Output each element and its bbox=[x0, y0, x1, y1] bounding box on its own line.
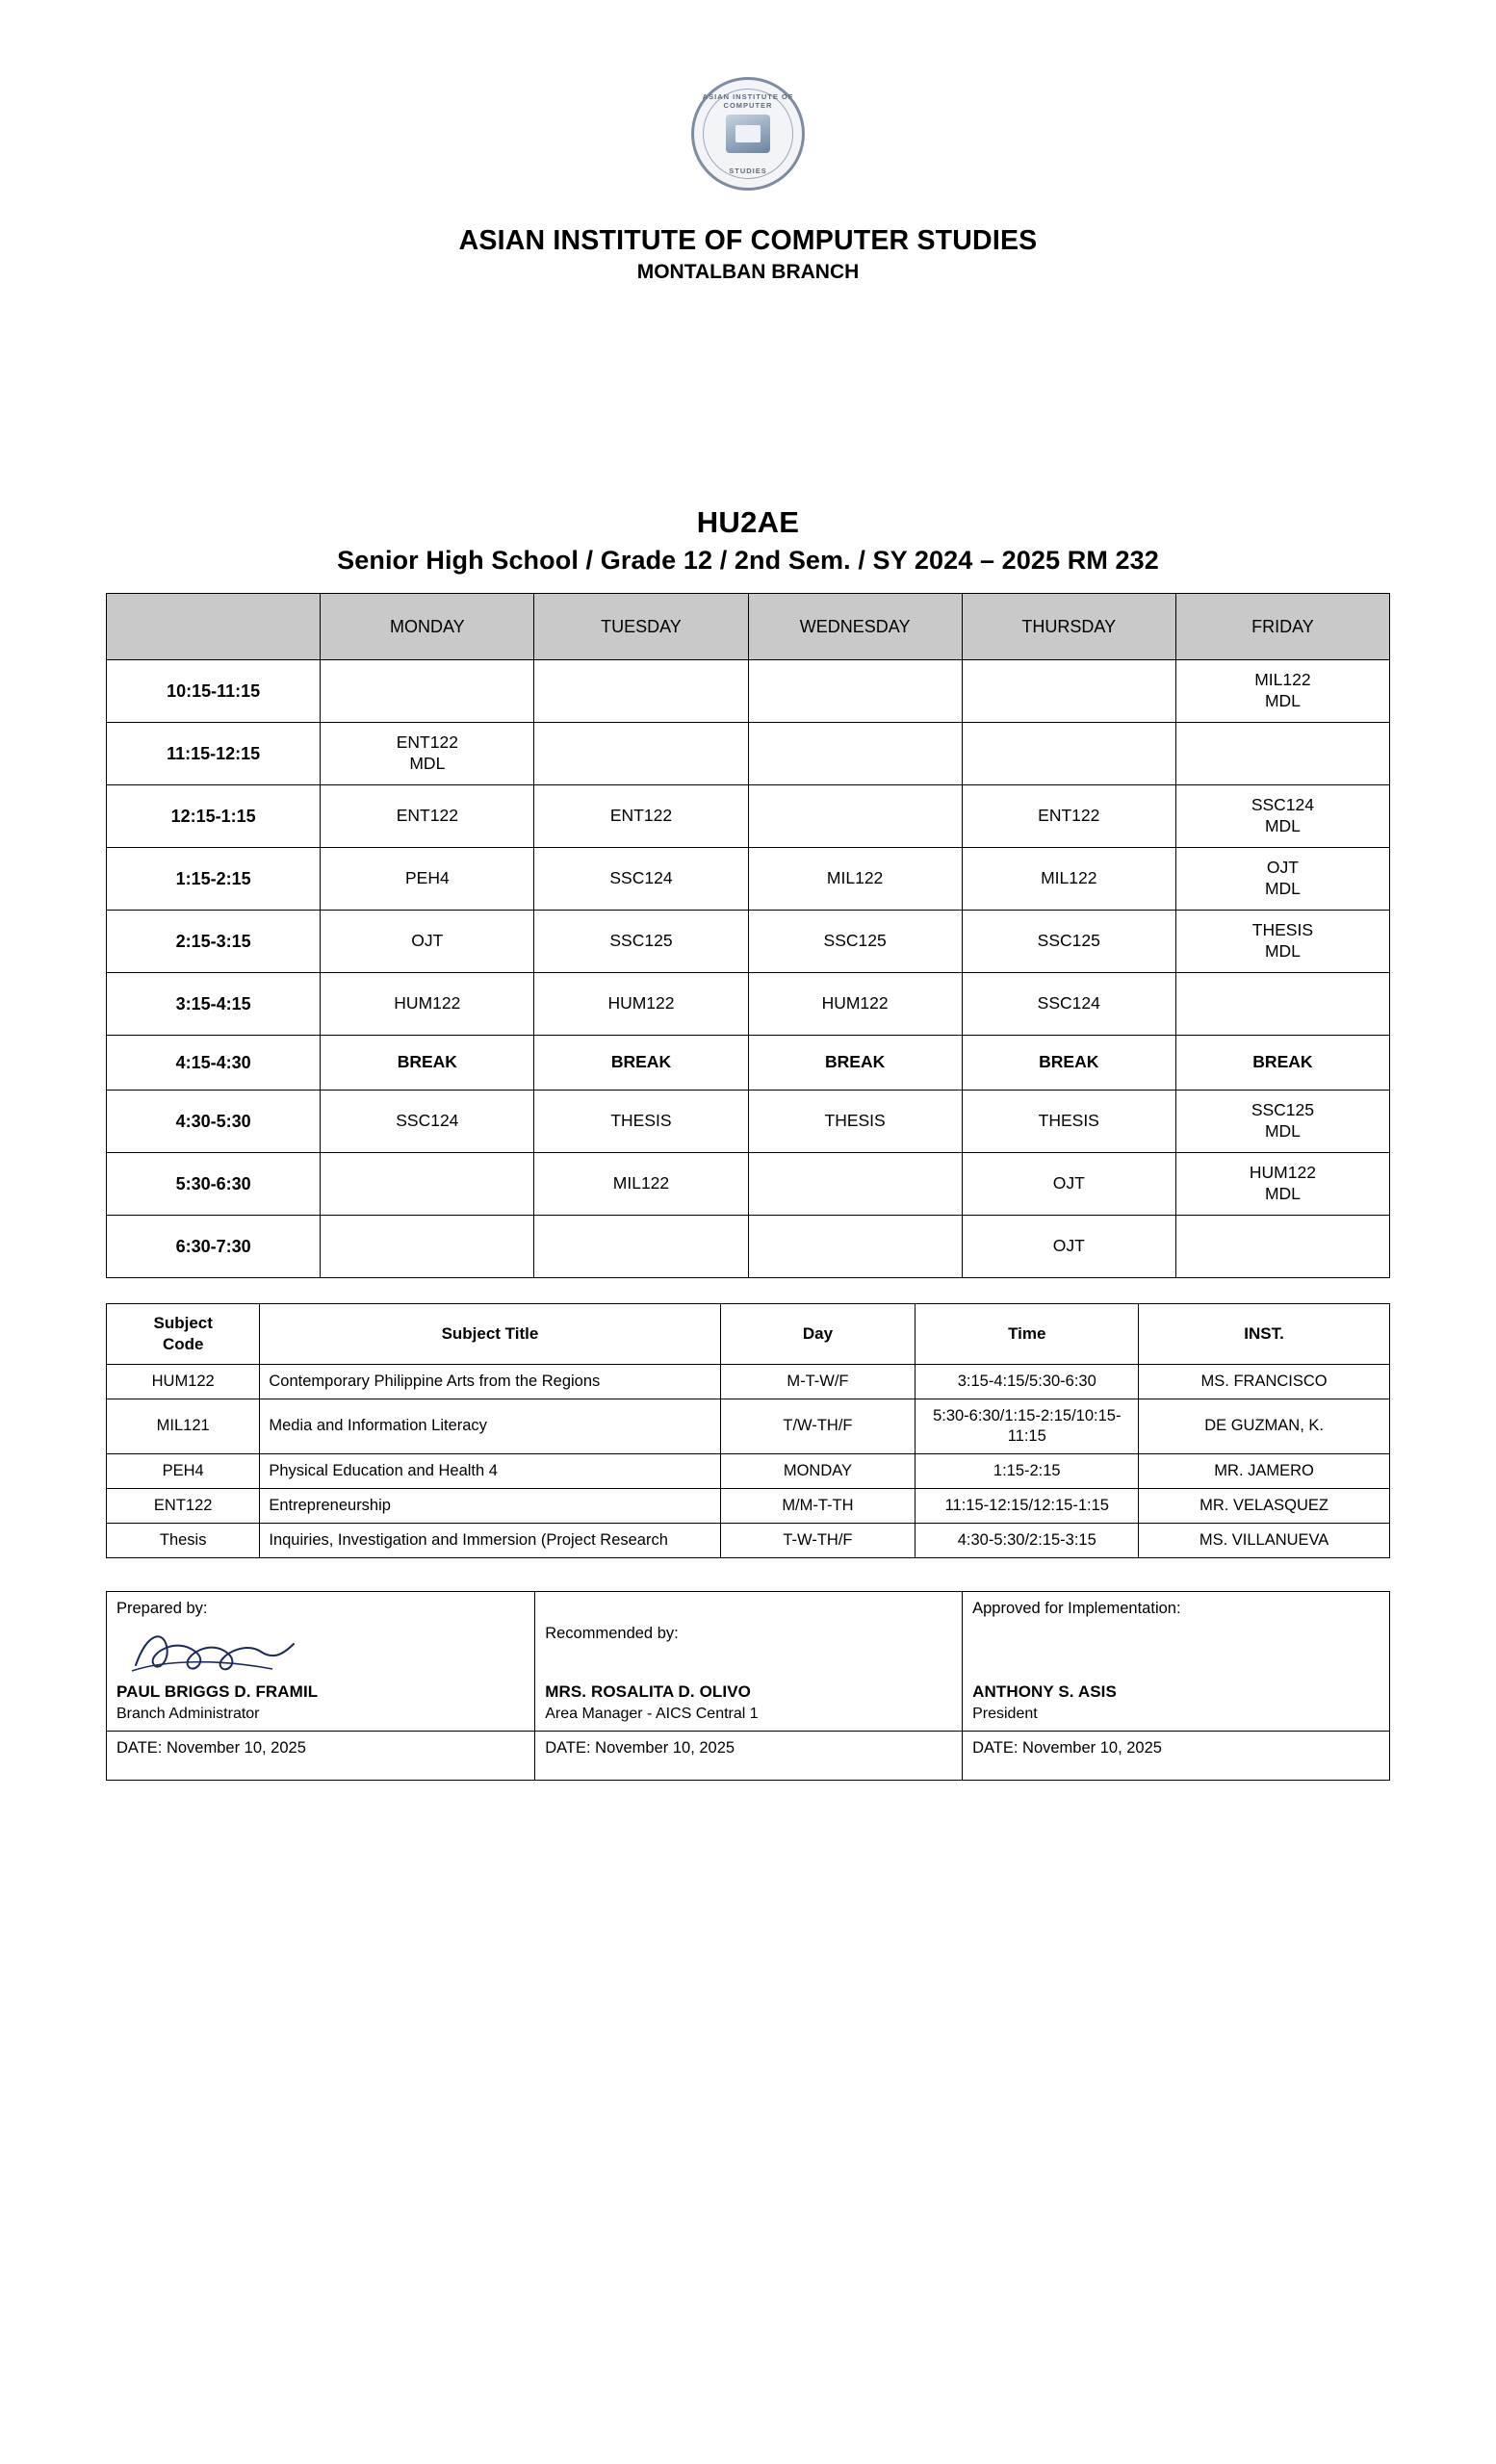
schedule-break-cell bbox=[321, 1036, 534, 1091]
schedule-cell-line: PEH4 bbox=[404, 868, 450, 888]
subject-column-header: INST. bbox=[1139, 1304, 1390, 1365]
schedule-row bbox=[107, 723, 1390, 785]
schedule-day-header: WEDNESDAY bbox=[748, 594, 962, 660]
schedule-cell bbox=[1175, 660, 1389, 723]
signatory-label: Recommended by: bbox=[545, 1625, 679, 1643]
schedule-cell-line: SSC125 bbox=[1037, 931, 1100, 951]
schedule-cell-line: MDL bbox=[1264, 1184, 1301, 1203]
schedule-row bbox=[107, 785, 1390, 848]
subject-code-cell: HUM122 bbox=[107, 1364, 260, 1399]
schedule-row bbox=[107, 1036, 1390, 1091]
schedule-cell-line: ENT122 bbox=[396, 806, 458, 826]
schedule-cell bbox=[748, 848, 962, 911]
school-name: ASIAN INSTITUTE OF COMPUTER STUDIES bbox=[458, 225, 1038, 256]
schedule-table bbox=[106, 593, 1390, 1278]
schedule-cell bbox=[1175, 973, 1389, 1036]
schedule-cell-line: BREAK bbox=[397, 1052, 457, 1072]
subject-column-header: Time bbox=[916, 1304, 1139, 1365]
signatory-label: Prepared by: bbox=[116, 1600, 208, 1618]
subject-day-cell: MONDAY bbox=[720, 1453, 916, 1488]
schedule-time-label: 4:15-4:30 bbox=[107, 1036, 321, 1091]
schedule-break-cell bbox=[534, 1036, 748, 1091]
signatory-cell bbox=[535, 1592, 963, 1732]
schedule-cell bbox=[962, 911, 1175, 973]
schedule-cell bbox=[534, 973, 748, 1036]
schedule-cell bbox=[962, 848, 1175, 911]
subject-code-cell: Thesis bbox=[107, 1524, 260, 1558]
schedule-cell bbox=[534, 1153, 748, 1216]
subject-inst-cell: MS. FRANCISCO bbox=[1139, 1364, 1390, 1399]
signatory-table bbox=[106, 1591, 1390, 1781]
schedule-cell bbox=[1175, 911, 1389, 973]
schedule-cell bbox=[748, 1216, 962, 1278]
schedule-cell bbox=[748, 1091, 962, 1153]
subject-code-cell: PEH4 bbox=[107, 1453, 260, 1488]
schedule-header-row bbox=[107, 594, 1390, 660]
signatory-role: President bbox=[972, 1706, 1038, 1723]
schedule-cell-line: MIL122 bbox=[1041, 868, 1097, 888]
schedule-cell bbox=[534, 848, 748, 911]
subject-table-body bbox=[107, 1364, 1390, 1558]
schedule-cell-line: ENT122 bbox=[609, 806, 673, 826]
signatory-date: DATE: November 10, 2025 bbox=[535, 1732, 963, 1781]
schedule-row bbox=[107, 848, 1390, 911]
subject-table-head bbox=[107, 1304, 1390, 1365]
schedule-cell bbox=[534, 911, 748, 973]
schedule-cell-line: MIL122 bbox=[612, 1173, 670, 1194]
schedule-cell-line: MDL bbox=[1264, 1121, 1301, 1141]
schedule-cell bbox=[1175, 1216, 1389, 1278]
subject-header-line: Code bbox=[162, 1334, 204, 1353]
schedule-cell bbox=[1175, 848, 1389, 911]
subject-day-cell: M/M-T-TH bbox=[720, 1488, 916, 1523]
schedule-cell bbox=[1175, 1091, 1389, 1153]
signatory-row bbox=[107, 1592, 1390, 1732]
schedule-cell bbox=[321, 785, 534, 848]
header-spacer bbox=[106, 284, 1390, 505]
subject-title-cell: Entrepreneurship bbox=[260, 1488, 720, 1523]
schedule-cell-line: MDL bbox=[1264, 691, 1301, 710]
subject-inst-cell: MR. JAMERO bbox=[1139, 1453, 1390, 1488]
schedule-table-body bbox=[107, 660, 1390, 1278]
schedule-cell-line: SSC125 bbox=[609, 931, 673, 951]
schedule-cell bbox=[748, 1153, 962, 1216]
subject-column-header bbox=[107, 1304, 260, 1365]
schedule-cell-line: HUM122 bbox=[607, 993, 675, 1014]
seal-text-bottom: STUDIES bbox=[729, 167, 767, 175]
schedule-cell bbox=[962, 660, 1175, 723]
signatory-cell bbox=[963, 1592, 1390, 1732]
subject-day-cell: T-W-TH/F bbox=[720, 1524, 916, 1558]
subject-list-table bbox=[106, 1303, 1390, 1558]
schedule-cell-line: MIL122 bbox=[1254, 670, 1311, 690]
signatory-table-body bbox=[107, 1592, 1390, 1781]
schedule-cell bbox=[748, 660, 962, 723]
schedule-cell-line: THESIS bbox=[610, 1111, 672, 1131]
schedule-row bbox=[107, 973, 1390, 1036]
branch-name: MONTALBAN BRANCH bbox=[636, 261, 860, 283]
schedule-row bbox=[107, 1216, 1390, 1278]
subject-header-line: Subject bbox=[153, 1314, 213, 1332]
subject-day-cell: M-T-W/F bbox=[720, 1364, 916, 1399]
schedule-cell bbox=[321, 1216, 534, 1278]
schedule-row bbox=[107, 660, 1390, 723]
subject-column-header: Subject Title bbox=[260, 1304, 720, 1365]
schedule-cell bbox=[321, 660, 534, 723]
schedule-cell bbox=[321, 1091, 534, 1153]
schedule-cell-line: HUM122 bbox=[821, 993, 889, 1014]
subject-day-cell: T/W-TH/F bbox=[720, 1399, 916, 1453]
subject-title-cell: Media and Information Literacy bbox=[260, 1399, 720, 1453]
subject-time-cell: 11:15-12:15/12:15-1:15 bbox=[916, 1488, 1139, 1523]
signatory-cell bbox=[107, 1592, 535, 1732]
schedule-time-label: 3:15-4:15 bbox=[107, 973, 321, 1036]
schedule-cell-line: HUM122 bbox=[394, 993, 461, 1014]
signatory-role: Branch Administrator bbox=[116, 1706, 260, 1723]
schedule-cell bbox=[1175, 1153, 1389, 1216]
schedule-cell bbox=[962, 1153, 1175, 1216]
schedule-cell-line: BREAK bbox=[1039, 1052, 1099, 1072]
subject-column-header: Day bbox=[720, 1304, 916, 1365]
schedule-cell bbox=[534, 1216, 748, 1278]
schedule-corner-cell bbox=[107, 594, 321, 660]
schedule-cell-line: MDL bbox=[409, 754, 446, 773]
schedule-cell bbox=[321, 723, 534, 785]
signature-icon bbox=[128, 1627, 301, 1681]
subject-row bbox=[107, 1453, 1390, 1488]
schedule-cell-line: SSC125 bbox=[823, 931, 887, 951]
schedule-cell bbox=[321, 1153, 534, 1216]
schedule-row bbox=[107, 911, 1390, 973]
schedule-time-label: 10:15-11:15 bbox=[107, 660, 321, 723]
schedule-cell-line: THESIS bbox=[1251, 920, 1314, 940]
schedule-cell-line: ENT122 bbox=[1038, 806, 1100, 826]
signatory-date: DATE: November 10, 2025 bbox=[963, 1732, 1390, 1781]
subject-row bbox=[107, 1524, 1390, 1558]
schedule-cell bbox=[1175, 723, 1389, 785]
schedule-cell bbox=[962, 1216, 1175, 1278]
schedule-time-label: 1:15-2:15 bbox=[107, 848, 321, 911]
signatory-name: ANTHONY S. ASIS bbox=[972, 1682, 1117, 1702]
subject-inst-cell: MR. VELASQUEZ bbox=[1139, 1488, 1390, 1523]
schedule-break-cell bbox=[748, 1036, 962, 1091]
schedule-cell bbox=[748, 911, 962, 973]
signatory-name: PAUL BRIGGS D. FRAMIL bbox=[116, 1682, 319, 1702]
seal-core-graphic bbox=[726, 115, 770, 153]
seal-text-top: ASIAN INSTITUTE OF COMPUTER bbox=[702, 92, 794, 110]
subject-header-row bbox=[107, 1304, 1390, 1365]
schedule-cell-line: SSC124 bbox=[1251, 795, 1314, 815]
schedule-cell-line: MIL122 bbox=[826, 868, 884, 888]
schedule-time-label: 12:15-1:15 bbox=[107, 785, 321, 848]
schedule-cell bbox=[962, 723, 1175, 785]
schedule-day-header: FRIDAY bbox=[1175, 594, 1389, 660]
schedule-cell bbox=[321, 848, 534, 911]
schedule-day-header: MONDAY bbox=[321, 594, 534, 660]
subject-time-cell: 3:15-4:15/5:30-6:30 bbox=[916, 1364, 1139, 1399]
schedule-cell-line: HUM122 bbox=[1249, 1163, 1316, 1183]
schedule-break-cell bbox=[962, 1036, 1175, 1091]
schedule-cell-line: MDL bbox=[1264, 941, 1301, 961]
schedule-cell bbox=[962, 785, 1175, 848]
schedule-cell bbox=[1175, 785, 1389, 848]
subject-row bbox=[107, 1488, 1390, 1523]
schedule-cell-line: OJT bbox=[1266, 858, 1299, 878]
schedule-cell bbox=[962, 973, 1175, 1036]
subject-inst-cell: MS. VILLANUEVA bbox=[1139, 1524, 1390, 1558]
signatory-label: Approved for Implementation: bbox=[972, 1600, 1181, 1618]
schedule-cell-line: OJT bbox=[411, 931, 444, 951]
schedule-row bbox=[107, 1153, 1390, 1216]
schedule-day-header: THURSDAY bbox=[962, 594, 1175, 660]
schedule-cell bbox=[321, 973, 534, 1036]
signatory-date: DATE: November 10, 2025 bbox=[107, 1732, 535, 1781]
subject-time-cell: 1:15-2:15 bbox=[916, 1453, 1139, 1488]
subject-title-cell: Inquiries, Investigation and Immersion (Project Research bbox=[260, 1524, 720, 1558]
subject-inst-cell: DE GUZMAN, K. bbox=[1139, 1399, 1390, 1453]
logo-container bbox=[106, 77, 1390, 191]
subject-title-cell: Contemporary Philippine Arts from the Regions bbox=[260, 1364, 720, 1399]
schedule-time-label: 11:15-12:15 bbox=[107, 723, 321, 785]
signatory-name: MRS. ROSALITA D. OLIVO bbox=[545, 1682, 751, 1702]
schedule-time-label: 5:30-6:30 bbox=[107, 1153, 321, 1216]
schedule-cell-line: MDL bbox=[1264, 879, 1301, 898]
schedule-break-cell bbox=[1175, 1036, 1389, 1091]
schedule-cell-line: ENT122 bbox=[396, 732, 458, 753]
subject-time-cell: 5:30-6:30/1:15-2:15/10:15-11:15 bbox=[916, 1399, 1139, 1453]
subject-code-cell: MIL121 bbox=[107, 1399, 260, 1453]
schedule-row bbox=[107, 1091, 1390, 1153]
schedule-cell bbox=[748, 785, 962, 848]
schedule-cell bbox=[534, 723, 748, 785]
schedule-cell-line: BREAK bbox=[1252, 1052, 1313, 1072]
schedule-cell bbox=[321, 911, 534, 973]
schedule-cell-line: SSC124 bbox=[396, 1111, 459, 1131]
schedule-cell-line: BREAK bbox=[825, 1052, 886, 1072]
signatory-date-row bbox=[107, 1732, 1390, 1781]
schedule-cell bbox=[962, 1091, 1175, 1153]
schedule-cell-line: THESIS bbox=[1038, 1111, 1099, 1131]
schedule-cell-line: MDL bbox=[1264, 816, 1301, 835]
schedule-cell-line: BREAK bbox=[610, 1052, 672, 1072]
section-details: Senior High School / Grade 12 / 2nd Sem. / SY 2024 – 2025 RM 232 bbox=[337, 546, 1159, 575]
schedule-cell-line: SSC124 bbox=[1037, 993, 1100, 1014]
subject-time-cell: 4:30-5:30/2:15-3:15 bbox=[916, 1524, 1139, 1558]
schedule-time-label: 4:30-5:30 bbox=[107, 1091, 321, 1153]
schedule-time-label: 2:15-3:15 bbox=[107, 911, 321, 973]
schedule-cell bbox=[534, 660, 748, 723]
schedule-cell bbox=[534, 785, 748, 848]
subject-row bbox=[107, 1364, 1390, 1399]
schedule-cell bbox=[748, 973, 962, 1036]
schedule-cell bbox=[534, 1091, 748, 1153]
subject-code-cell: ENT122 bbox=[107, 1488, 260, 1523]
schedule-cell-line: SSC124 bbox=[609, 868, 673, 888]
schedule-cell-line: THESIS bbox=[824, 1111, 886, 1131]
schedule-cell-line: SSC125 bbox=[1251, 1100, 1314, 1120]
schedule-cell-line: OJT bbox=[1052, 1173, 1085, 1194]
schedule-cell-line: OJT bbox=[1052, 1236, 1085, 1256]
schedule-table-head bbox=[107, 594, 1390, 660]
subject-title-cell: Physical Education and Health 4 bbox=[260, 1453, 720, 1488]
schedule-cell bbox=[748, 723, 962, 785]
schedule-time-label: 6:30-7:30 bbox=[107, 1216, 321, 1278]
schedule-day-header: TUESDAY bbox=[534, 594, 748, 660]
subject-row bbox=[107, 1399, 1390, 1453]
school-seal-icon bbox=[691, 77, 805, 191]
section-code: HU2AE bbox=[696, 505, 800, 539]
signatory-role: Area Manager - AICS Central 1 bbox=[545, 1706, 759, 1723]
